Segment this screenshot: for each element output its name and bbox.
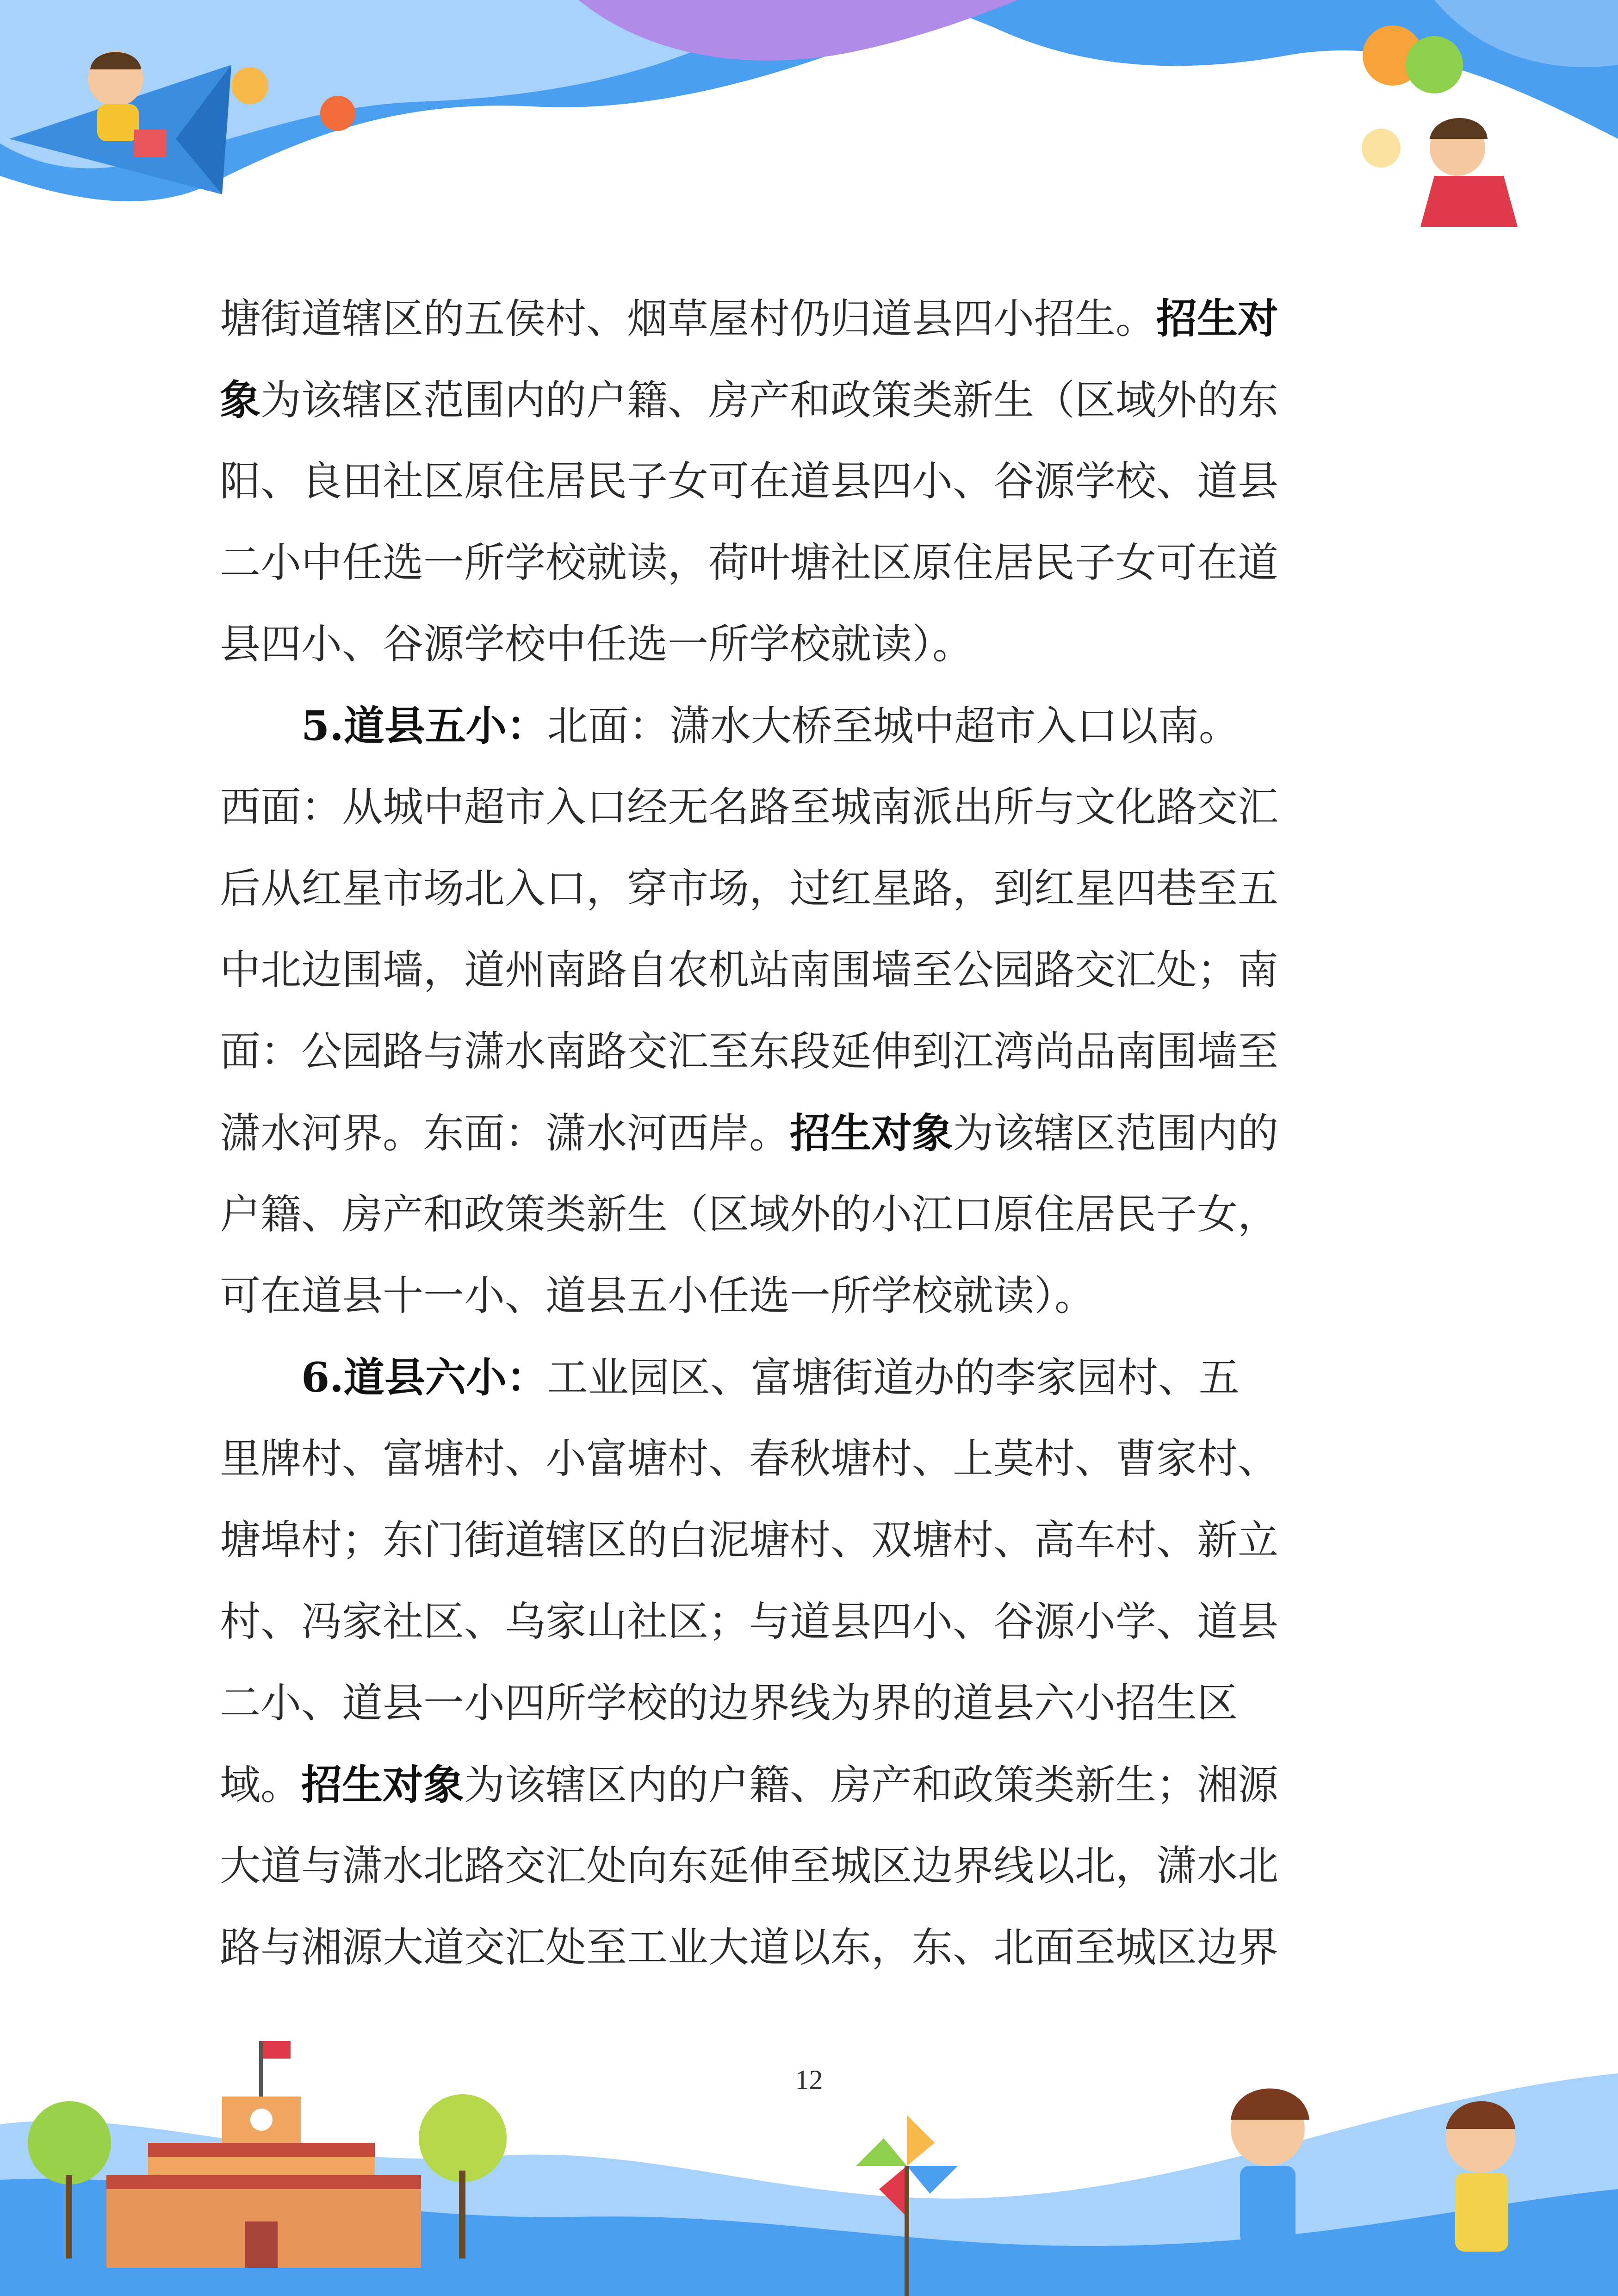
bold-text-span: 招生对象 [790,1109,953,1157]
text-span: 阳、良田社区原住居民子女可在道县四小、谷源学校、道县 [220,457,1279,505]
text-span: 为该辖区范围内的 [953,1109,1279,1157]
text-line [220,1907,1402,1988]
text-span: 户籍、房产和政策类新生（区域外的小江口原住居民子女， [220,1190,1279,1238]
text-line [220,1255,1402,1337]
text-line [220,1825,1402,1907]
text-line [220,1581,1402,1662]
bold-text-span: 招生对象 [301,1761,465,1809]
bold-text-span: 5.道县五小： [301,702,547,750]
text-span [220,1354,301,1401]
text-span: 村、冯家社区、乌家山社区；与道县四小、谷源小学、道县 [220,1598,1279,1645]
text-span: 塘埠村；东门街道辖区的白泥塘村、双塘村、高车村、新立 [220,1516,1279,1564]
text-line [220,522,1402,604]
text-span: 大道与潇水北路交汇处向东延伸至城区边界线以北，潇水北 [220,1842,1279,1890]
text-span: 二小中任选一所学校就读，荷叶塘社区原住居民子女可在道 [220,539,1279,586]
text-span: 里牌村、富塘村、小富塘村、春秋塘村、上莫村、曹家村、 [220,1435,1279,1482]
text-span: 中北边围墙，道州南路自农机站南围墙至公园路交汇处；南 [220,946,1279,994]
page-number: 12 [795,2065,823,2095]
text-span: 面：公园路与潇水南路交汇至东段延伸到江湾尚品南围墙至 [220,1027,1279,1075]
text-span: 塘街道辖区的五侯村、烟草屋村仍归道县四小招生。 [220,295,1157,342]
bold-text-span: 象 [220,376,261,424]
text-line [220,359,1402,441]
text-span: 域。 [220,1761,302,1809]
text-line [220,1011,1402,1092]
text-line [220,1092,1402,1174]
text-span: 西面：从城中超市入口经无名路至城南派出所与文化路交汇 [220,783,1279,831]
text-line [220,929,1402,1011]
text-span: 可在道县十一小、道县五小任选一所学校就读）。 [220,1272,1096,1319]
text-line [220,1337,1402,1418]
text-line [220,604,1402,685]
bottom-wave-decoration [0,2004,1618,2296]
bold-text-span: 招生对 [1156,294,1279,342]
text-line [220,441,1402,522]
text-line [220,1500,1402,1581]
text-span: 路与湘源大道交汇处至工业大道以东，东、北面至城区边界 [220,1923,1279,1971]
text-span: 潇水河界。东面：潇水河西岸。 [220,1109,790,1157]
text-span: 工业园区、富塘街道办的李家园村、五 [547,1354,1240,1401]
text-line [220,1418,1402,1500]
text-line [220,278,1402,359]
text-line [220,1174,1402,1255]
body-text [220,278,1402,1988]
text-span: 县四小、谷源学校中任选一所学校就读）。 [220,620,973,668]
text-span: 北面：潇水大桥至城中超市入口以南。 [547,702,1240,750]
top-wave-decoration [0,0,1618,287]
text-line [220,848,1402,929]
text-span: 后从红星市场北入口，穿市场，过红星路，到红星四巷至五 [220,865,1279,912]
text-line [220,1744,1402,1825]
text-line [220,685,1402,766]
text-line [220,1662,1402,1744]
text-line [220,766,1402,848]
text-span: 二小、道县一小四所学校的边界线为界的道县六小招生区 [220,1679,1238,1727]
bold-text-span: 6.道县六小： [301,1353,547,1401]
text-span: 为该辖区内的户籍、房产和政策类新生；湘源 [464,1761,1279,1809]
text-span: 为该辖区范围内的户籍、房产和政策类新生（区域外的东 [260,376,1279,424]
text-span [220,702,301,750]
